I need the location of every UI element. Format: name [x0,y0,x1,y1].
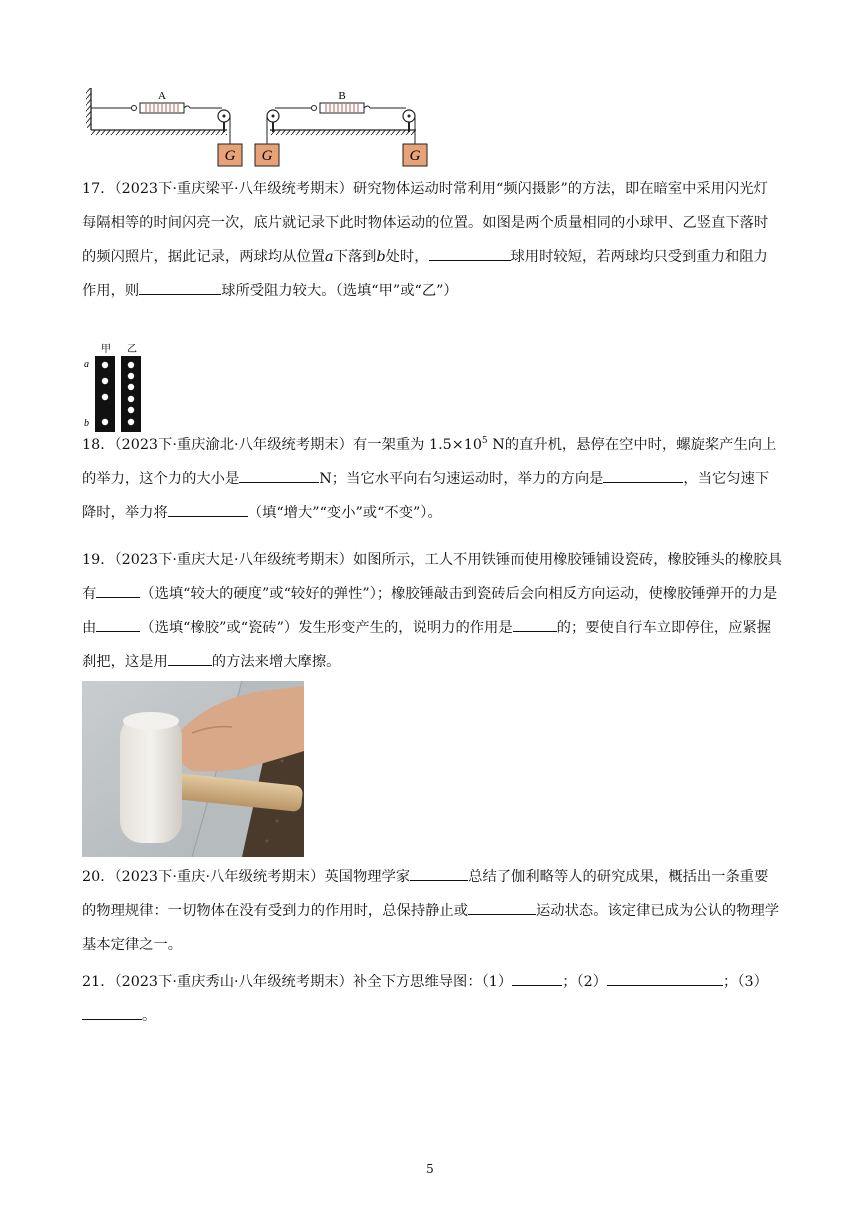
spring-balance-figure [82,86,432,168]
q21-blank-3[interactable] [82,1003,142,1020]
weight-label-3: G [409,148,421,164]
col-label-yi: 乙 [127,344,137,355]
col-label-jia: 甲 [101,344,111,355]
spring-label-b: B [338,90,346,102]
question-20: 20．（2023下·重庆·八年级统考期末）英国物理学家 总结了伽利略等人的研究成果，概括出一条重要的物理规律：一切物体在没有受到力的作用时，总保持静止或 运动状态。该定律已成为公认的物理学基本定律之一。 [82,860,782,962]
q19-number: 19． [82,552,115,568]
q18-blank-1[interactable] [239,466,319,483]
apparatus-a [86,88,242,166]
rubber-mallet-photo [82,681,304,857]
q18-blank-2[interactable] [603,466,683,483]
q17-blank-1[interactable] [429,244,511,261]
q18-blank-3[interactable] [168,500,248,517]
q19-blank-1[interactable] [96,581,140,598]
q17-blank-2[interactable] [139,278,221,295]
pos-label-a: a [84,359,89,370]
q20-number: 20． [82,869,115,885]
question-17: 17．（2023下·重庆梁平·八年级统考期末）研究物体运动时常利用“频闪摄影”的方法，即在暗室中采用闪光灯每隔相等的时间闪亮一次，底片就记录下此时物体运动的位置。如图是两个质量相同的小球甲、乙竖直下落时的频闪照片，据此记录，两球均从位置a下落到b处时， 球用时较短，若两球均只受到重力和阻力作用，则 球所受阻力较大。（选填“甲”或“乙”） [82,181,769,299]
q21-blank-2[interactable] [607,969,723,986]
q20-blank-2[interactable] [468,898,536,915]
flash-photo-figure [82,342,162,434]
question-21: 21．（2023下·重庆秀山·八年级统考期末）补全下方思维导图：（1） ；（2） ；（3）。 [82,965,782,1033]
q21-number: 21． [82,974,115,990]
q18-number: 18． [82,437,115,453]
spring-label-a: A [158,90,166,102]
weight-label-1: G [224,148,236,164]
page-number: 5 [426,1162,434,1176]
apparatus-b [255,90,427,166]
q19-blank-4[interactable] [168,649,212,666]
q19-blank-3[interactable] [513,615,557,632]
pos-label-b: b [84,418,89,429]
question-18: 18．（2023下·重庆渝北·八年级统考期末）有一架重为 $1.5\times 10^5$ N的直升机，悬停在空中时，螺旋桨产生向上的举力，这个力的大小是 N；当它水平向右匀速运动时，举力的方向是 ，当它匀速下降时，举力将 （填“增大”“变小”或“不变”）。 [82,436,777,521]
q21-blank-1[interactable] [512,969,562,986]
q20-blank-1[interactable] [410,864,468,881]
mallet-head [120,715,182,843]
question-19: 19．（2023下·重庆大足·八年级统考期末）如图所示，工人不用铁锤而使用橡胶锤铺设瓷砖，橡胶锤头的橡胶具有 （选填“较大的硬度”或“较好的弹性”）；橡胶锤敲击到瓷砖后会向相反方向运动，使橡胶锤弹开的力是由 （选填“橡胶”或“瓷砖”）发生形变产生的，说明力的作用是 的；要使自行车立即停住，应紧握刹把，这是用 的方法来增大摩擦。 [82,552,782,670]
q19-blank-2[interactable] [96,615,140,632]
q17-number: 17． [82,181,115,197]
weight-label-2: G [261,148,273,164]
